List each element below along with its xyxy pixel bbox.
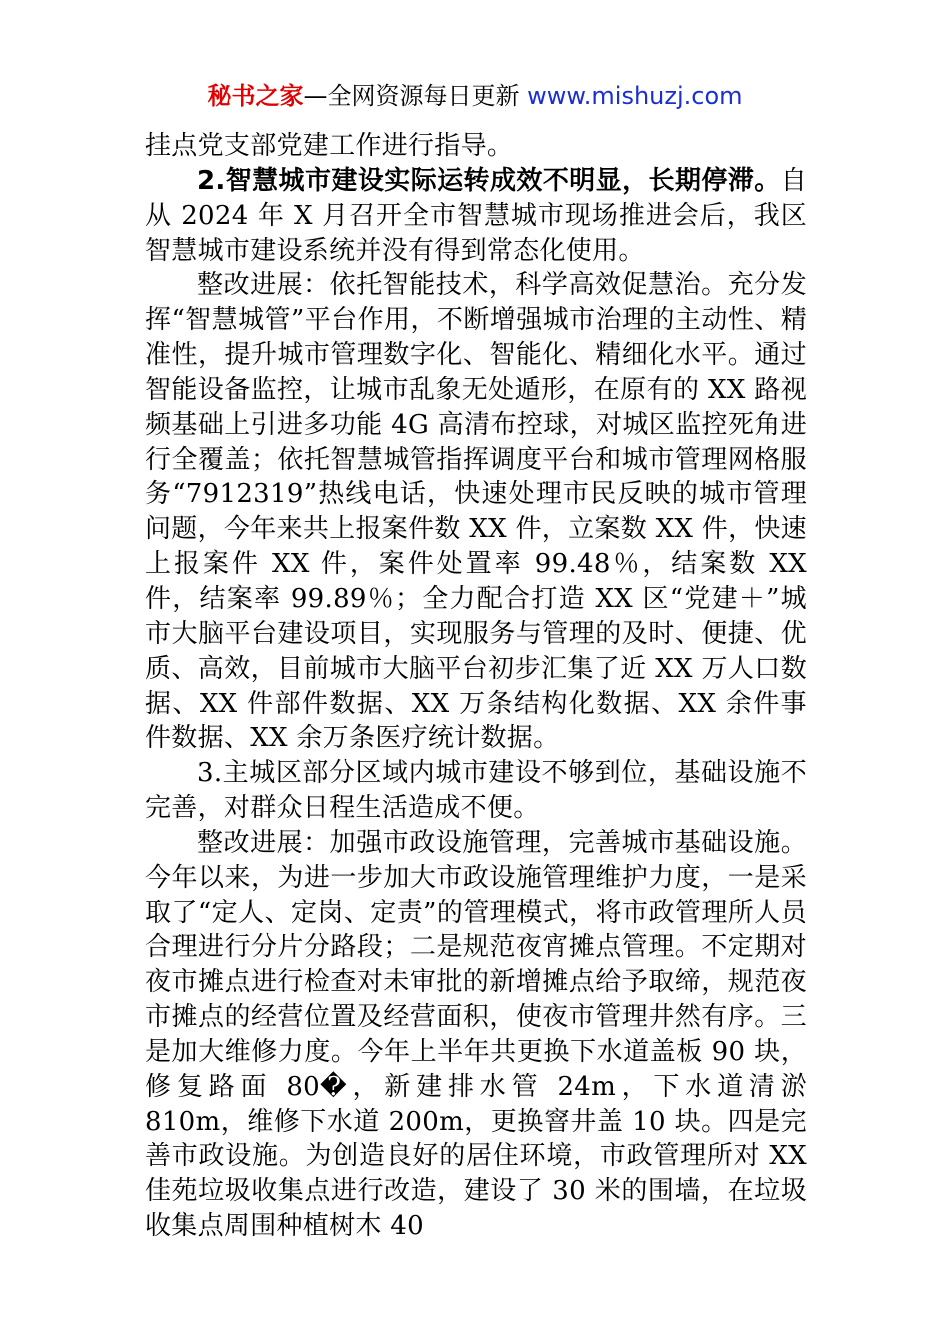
paragraph-text: 整改进展：依托智能技术，科学高效促慧治。充分发挥“智慧城管”平台作用，不断增强城市治理的主动性、精准性，提升城市管理数字化、智能化、精细化水平。通过智能设备监控，让城市乱象无处遁形，在原有的 XX 路视频基础上引进多功能 4G 高清布控球，对城区监控死角进行全覆盖；依托智慧城管指挥调度平台和城市管理网格服务“7912319”热线电话，快速处理市民反映的城市管理问题，今年来共上报案件数 XX 件，立案数 XX 件，快速上报案件 XX 件，案件处置率 99.48％，结案数 XX 件，结案率 99.89％；全力配合打造 XX 区“党建＋”城市大脑平台建设项目，实现服务与管理的及时、便捷、优质、高效，目前城市大脑平台初步汇集了近 XX 万人口数据、XX 件部件数据、XX 万条结构化数据、XX 余件事件数据、XX 余万条医疗统计数据。 [145, 270, 807, 754]
paragraph-text: 3.主城区部分区域内城市建设不够到位，基础设施不完善，对群众日程生活造成不便。 [145, 758, 807, 824]
paragraph-text: 挂点党支部党建工作进行指导。 [145, 131, 514, 161]
site-url-link[interactable]: www.mishuzj.com [527, 82, 743, 110]
paragraph [145, 268, 807, 756]
paragraph [145, 129, 807, 164]
header-tagline: —全网资源每日更新 [303, 82, 528, 110]
brand-name: 秘书之家 [207, 82, 304, 110]
issue-heading: 2.智慧城市建设实际运转成效不明显，长期停滞。 [197, 165, 781, 196]
paragraph [145, 164, 807, 269]
paragraph [145, 756, 807, 826]
paragraph-text: 整改进展：加强市政设施管理，完善城市基础设施。今年以来，为进一步加大市政设施管理维护力度，一是采取了“定人、定岗、定责”的管理模式，将市政管理所人员合理进行分片分路段；二是规范夜宵摊点管理。不定期对夜市摊点进行检查对未审批的新增摊点给予取缔，规范夜市摊点的经营位置及经营面积，使夜市管理井然有序。三是加大维修力度。今年上半年共更换下水道盖板 90 块，修复路面 80�，新建排水管 24m，下水道清淤 810m，维修下水道 200m，更换窨井盖 10 块。四是完善市政设施。为创造良好的居住环境，市政管理所对 XX 佳苑垃圾收集点进行改造，建设了 30 米的围墙，在垃圾收集点周围种植树木 40 [145, 827, 807, 1242]
document-body [145, 129, 807, 1244]
paragraph-text: 自从 2024 年 X 月召开全市智慧城市现场推进会后，我区智慧城市建设系统并没有得到常态化使用。 [145, 165, 807, 266]
page-header [0, 80, 950, 112]
paragraph [145, 826, 807, 1244]
